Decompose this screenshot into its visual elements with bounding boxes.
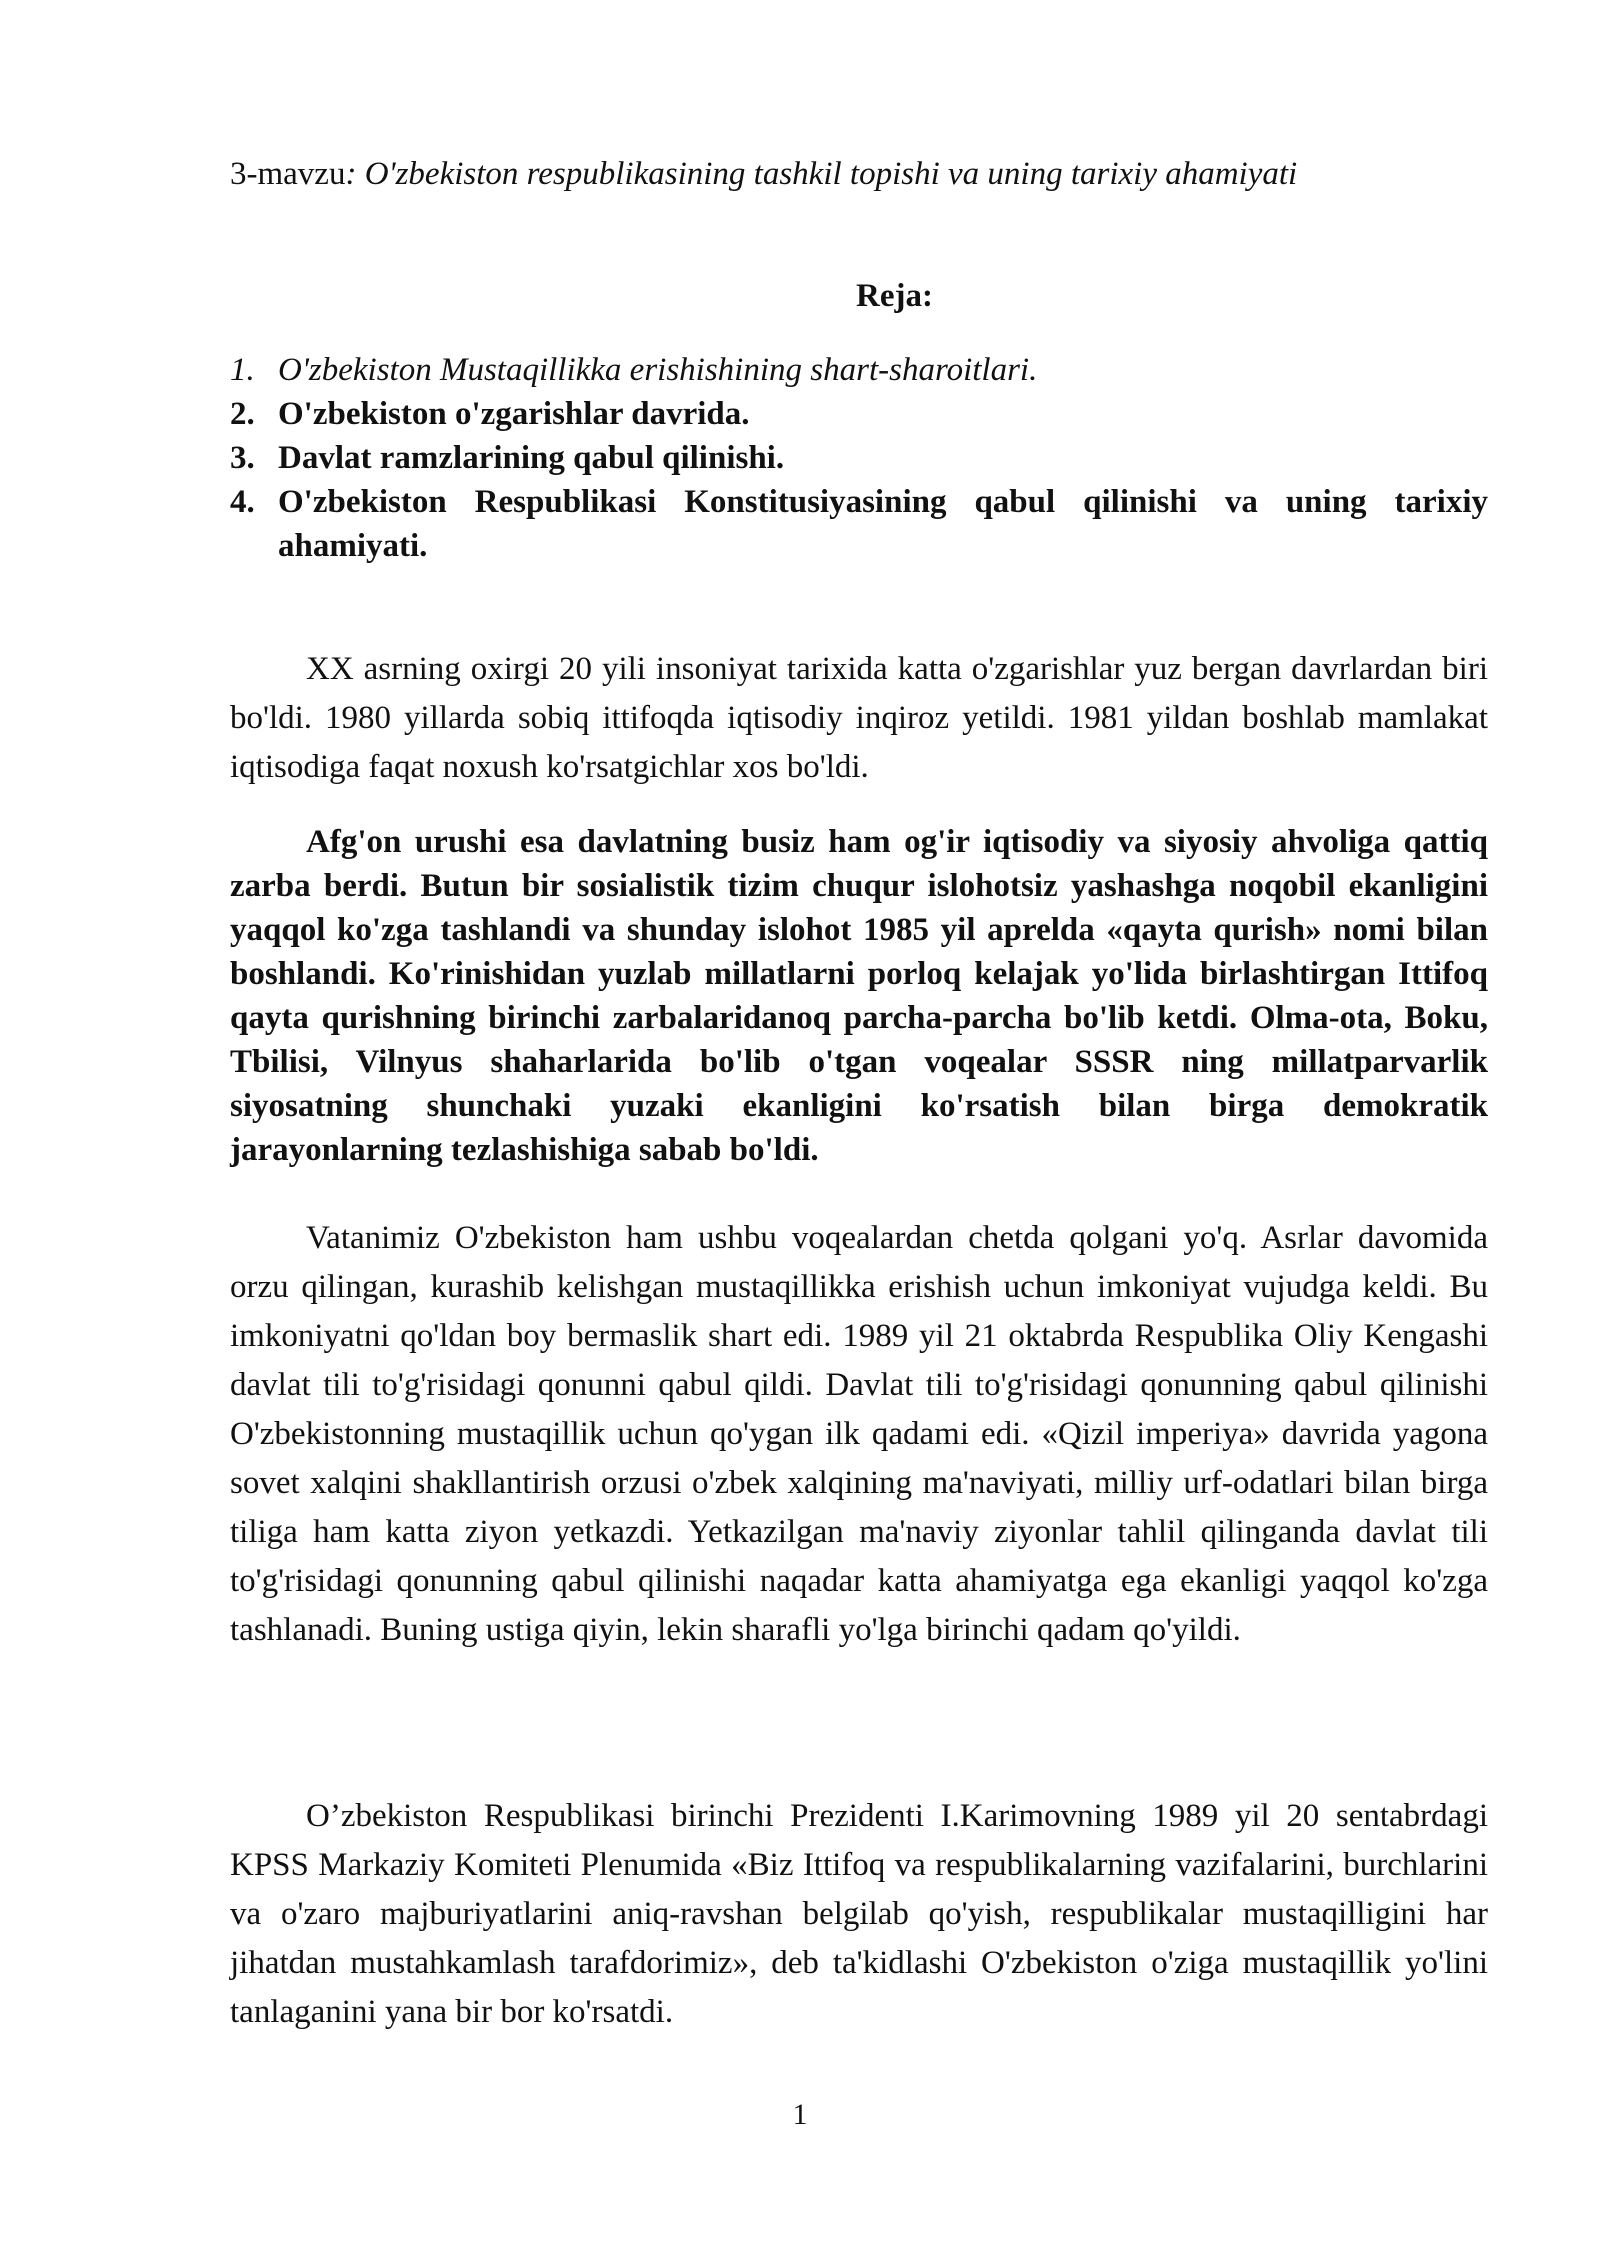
body-paragraph-bold: Afg'on urushi esa davlatning busiz ham og'ir iqtisodiy va siyosiy ahvoliga qattiq zarba berdi. Butun bir sosialistik tizim chuqur islohotsiz yashashga noqobil ekanligini yaqqol ko'zga tashlandi va shunday islohot 1985 yil aprelda «qayta qurish» nomi bilan boshlandi. Ko'rinishidan yuzlab millatlarni porloq kelajak yo'lida birlashtirgan Ittifoq qayta qurishning birinchi zarbalaridanoq parcha-parcha bo'lib ketdi. Olma-ota, Boku, Tbilisi, Vilnyus shaharlarida bo'lib o'tgan voqealar SSSR ning millatparvarlik siyosatning shunchaki yuzaki ekanligini ko'rsatish bilan birga demokratik jarayonlarning tezlashishiga sabab bo'ldi.	[230, 824, 1488, 1168]
title-topic: : O'zbekiston respublikasining tashkil topishi va uning tarixiy ahamiyati	[345, 156, 1298, 192]
body-paragraph: Vatanimiz O'zbekiston ham ushbu voqealardan chetda qolgani yo'q. Asrlar davomida orzu qilingan, kurashib kelishgan mustaqillikka erishish uchun imkoniyat vujudga keldi. Bu imkoniyatni qo'ldan boy bermaslik shart edi. 1989 yil 21 oktabrda Respublika Oliy Kengashi davlat tili to'g'risidagi qonunni qabul qildi. Davlat tili to'g'risidagi qonunning qabul qilinishi O'zbekistonning mustaqillik uchun qo'ygan ilk qadami edi. «Qizil imperiya» davrida yagona sovet xalqini shakllantirish orzusi o'zbek xalqining ma'naviyati, milliy urf-odatlari bilan birga tiliga ham katta ziyon yetkazdi. Yetkazilgan ma'naviy ziyonlar tahlil qilinganda davlat tili to'g'risidagi qonunning qabul qilinishi naqadar katta ahamiyatga ega ekanligi yaqqol ko'zga tashlanadi. Buning ustiga qiyin, lekin sharafli yo'lga birinchi qadam qo'yildi.	[230, 1220, 1488, 1648]
plan-item	[230, 436, 1488, 480]
plan-item	[230, 392, 1488, 436]
plan-item-number: 2.	[230, 396, 255, 432]
plan-item-number: 1.	[230, 352, 255, 388]
document-title	[230, 152, 1297, 196]
plan-item-number: 3.	[230, 440, 255, 476]
plan-list	[230, 348, 1488, 568]
plan-item-text: Davlat ramzlarining qabul qilinishi.	[278, 440, 785, 476]
plan-item	[230, 348, 1488, 392]
plan-item-number: 4.	[230, 484, 255, 520]
plan-item-text: O'zbekiston o'zgarishlar davrida.	[278, 396, 750, 432]
title-prefix: 3-mavzu	[230, 156, 346, 192]
page-number: 1	[792, 2098, 808, 2131]
plan-heading: Reja:	[856, 278, 933, 314]
body-paragraph: O’zbekiston Respublikasi birinchi Prezidenti I.Karimovning 1989 yil 20 sentabrdagi KPSS Markaziy Komiteti Plenumida «Biz Ittifoq va respublikalarning vazifalarini, burchlarini va o'zaro majburiyatlarini aniq-ravshan belgilab qo'yish, respublikalar mustaqilligini har jihatdan mustahkamlash tarafdorimiz», deb ta'kidlashi O'zbekiston o'ziga mustaqillik yo'lini tanlaganini yana bir bor ko'rsatdi.	[230, 1798, 1488, 2030]
plan-item	[230, 480, 1488, 568]
plan-item-text: O'zbekiston Respublikasi Konstitusiyasining qabul qilinishi va uning tarixiy ahamiyati.	[278, 484, 1488, 564]
body-paragraph: XX asrning oxirgi 20 yili insoniyat tarixida katta o'zgarishlar yuz bergan davrlardan biri bo'ldi. 1980 yillarda sobiq ittifoqda iqtisodiy inqiroz yetildi. 1981 yildan boshlab mamlakat iqtisodiga faqat noxush ko'rsatgichlar xos bo'ldi.	[230, 651, 1488, 785]
plan-item-text: O'zbekiston Mustaqillikka erishishining shart-sharoitlari.	[278, 352, 1038, 388]
